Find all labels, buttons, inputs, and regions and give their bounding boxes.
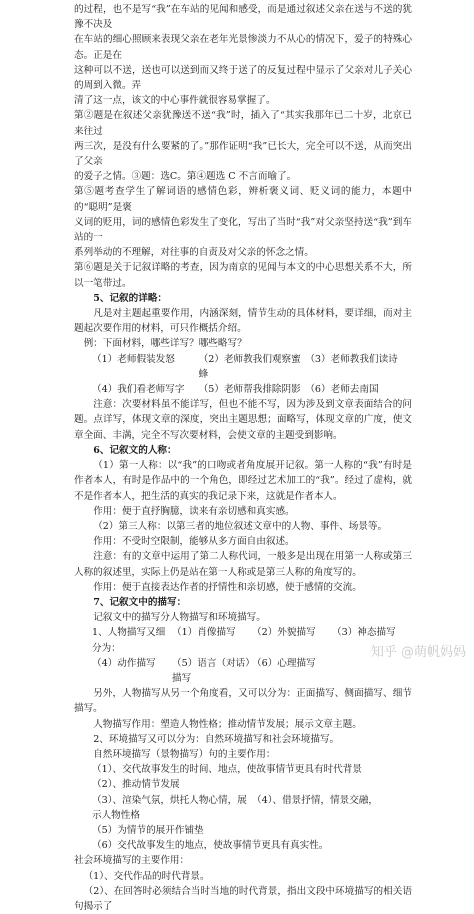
paragraph: 2、环境描写又可以分为：自然环境描写和社会环境描写。 xyxy=(93,733,340,745)
environment-effect-list xyxy=(74,762,412,853)
paragraph: 作用：便于直抒胸臆，读来有亲切感和真实感。 xyxy=(93,505,295,517)
paragraph: （2）第三人称：以第三者的地位叙述文章中的人物、事件、场景等。 xyxy=(93,520,388,532)
list-item: （4）动作描写 xyxy=(92,657,156,669)
list-item: （2）、推动情节发展 xyxy=(92,779,180,791)
text-line: 在车站的细心照顾来表现父亲在老年光景惨淡力不从心的情况下，爱子的特殊心态。正是在 xyxy=(74,34,412,61)
watermark-brand: 知乎 xyxy=(370,644,397,660)
text-line: 清了这一点，该文的中心事件就很容易掌握了。 xyxy=(74,95,276,107)
list-item: （1）肖像描写 xyxy=(172,627,236,639)
list-item: 1、人物描写又细分为： xyxy=(92,627,166,654)
option-list xyxy=(74,352,412,398)
text-line: 两三次，是没有什么要紧的了。”那作证明“我”已长大，完全可以不送，从而突出了父亲 xyxy=(74,140,412,168)
watermark-separator: @ xyxy=(400,644,414,660)
paragraph: 自然环境描写（景物描写）句的主要作用： xyxy=(93,748,276,760)
list-item: （6）心理描写 xyxy=(252,657,316,669)
document-page xyxy=(74,2,412,914)
paragraph: 作用：不受时空限制，能够从多方面自由叙述。 xyxy=(93,536,295,548)
paragraph: 记叙文中的描写分人物描写和环境描写。 xyxy=(93,612,266,624)
text-line: 第⑤题考查学生了解词语的感情色彩，辨析褒义词、贬义词的能力，本题中的“聪明”是褒 xyxy=(74,186,412,213)
paragraph: 人物描写作用：塑造人物性格；推动情节发展；展示文章主题。 xyxy=(93,718,362,730)
list-item: （5）为情节的展开作铺垫 xyxy=(92,824,204,836)
paragraph: （2）、在回答时必须结合当时当地的时代背景，指出文段中环境描写的相关语句揭示了 xyxy=(74,885,412,912)
list-item: （3）神态描写 xyxy=(332,627,396,639)
paragraph: 注意：有的文章中运用了第二人称代词，一般多是出现在用第一人称或第三人称的叙述里，实际上仍是站在第一人称或是第三人称的角度写的。 xyxy=(74,551,412,578)
paragraph: （1）第一人称：以“我”的口吻或者角度展开记叙。第一人称的“我”有时是作者本人，有时是作品中的一个角色，即经过艺术加工的“我”。经过了虚构，就不是作者本人，把生活的真实的我记录下来，这就是作者本人。 xyxy=(74,460,412,502)
section-heading: 7、记叙文中的描写： xyxy=(93,596,187,608)
section-heading: 5、记叙的详略： xyxy=(93,292,168,304)
option-item: （6）老师去南国 xyxy=(305,384,379,396)
option-item: （3）老师教我们读诗 xyxy=(305,353,398,365)
list-item: （1）、交代故事发生的时间、地点，使故事情节更具有时代背景 xyxy=(92,764,362,776)
watermark-author: 萌帆妈妈 xyxy=(413,644,466,660)
option-item: （5）老师帮我排除阴影 xyxy=(198,384,301,396)
paragraph: 社会环境描写的主要作用： xyxy=(74,855,190,867)
list-item: （2）外貌描写 xyxy=(252,627,316,639)
text-line: 的爱子之情。③题：选C。第④题选 C 不言而喻了。 xyxy=(74,171,297,183)
paragraph: 另外，人物描写从另一个角度看，又可以分为：正面描写、侧面描写、细节描写。 xyxy=(74,688,412,715)
text-line: 第⑥题是关于记叙详略的考查，因为南京的见闻与本文的中心思想关系不大，所以一笔带过。 xyxy=(74,262,412,289)
text-line: 义词的贬用，词的感情色彩发生了变化，写出了当时“我”对父亲坚持送“我”到车站的一 xyxy=(74,216,412,244)
text-line: 第②题是在叙述父亲犹豫送不送“我”时，插入了“其实我那年已二十岁，北京已来往过 xyxy=(74,110,412,137)
paragraph: 例：下面材料，哪些详写？哪些略写？ xyxy=(83,338,247,350)
description-type-list xyxy=(74,625,412,686)
section-heading: 6、记叙文的人称： xyxy=(93,444,177,456)
option-item: （1）老师假装发怒 xyxy=(92,353,175,365)
list-item: （5）语言（对话）描写 xyxy=(172,657,251,684)
text-line: 这种可以不送，送也可以送到而又终于送了的反复过程中显示了父亲对儿子关心的周到入微。弄 xyxy=(74,64,412,92)
paragraph: 注意：次要材料虽不能详写，但也不能不写，因为涉及到文章表面结合的问题。点详写，体现文章的深度，突出主题思想；面略写，体现文章的广度，使文章全面、丰满，完全不写次要材料，会使文章的主题受到影响。 xyxy=(74,399,412,441)
list-item: （6）交代故事发生的地点，使故事情节更具有真实性。 xyxy=(92,840,329,852)
paragraph: （1）、交代作品的时代背景。 xyxy=(83,870,210,882)
list-item: （3）、渲染气氛，烘托人物心情，展示人物性格 xyxy=(92,794,247,821)
list-item: （4）、借景抒情，情景交融， xyxy=(252,794,379,806)
paragraph: 作用：便于直接表达作者的抒情性和亲切感，使于感情的交流。 xyxy=(93,581,362,593)
zhihu-watermark xyxy=(371,645,466,660)
option-item: （4）我们看老师写字 xyxy=(92,384,185,396)
text-line: 的过程，也不是写“我”在车站的见闻和感受，而是通过叙述父亲在送与不送的犹豫不决及 xyxy=(74,4,412,31)
paragraph: 凡是对主题起重要作用，内涵深刻，情节生动的具体材料，要详细，而对主题起次要作用的材料，可只作概括介绍。 xyxy=(74,308,412,335)
option-item: （2）老师教我们观察蜜蜂 xyxy=(198,353,301,380)
text-line: 系列举动的不理解，对往事的自责及对父亲的怀念之情。 xyxy=(74,247,314,259)
